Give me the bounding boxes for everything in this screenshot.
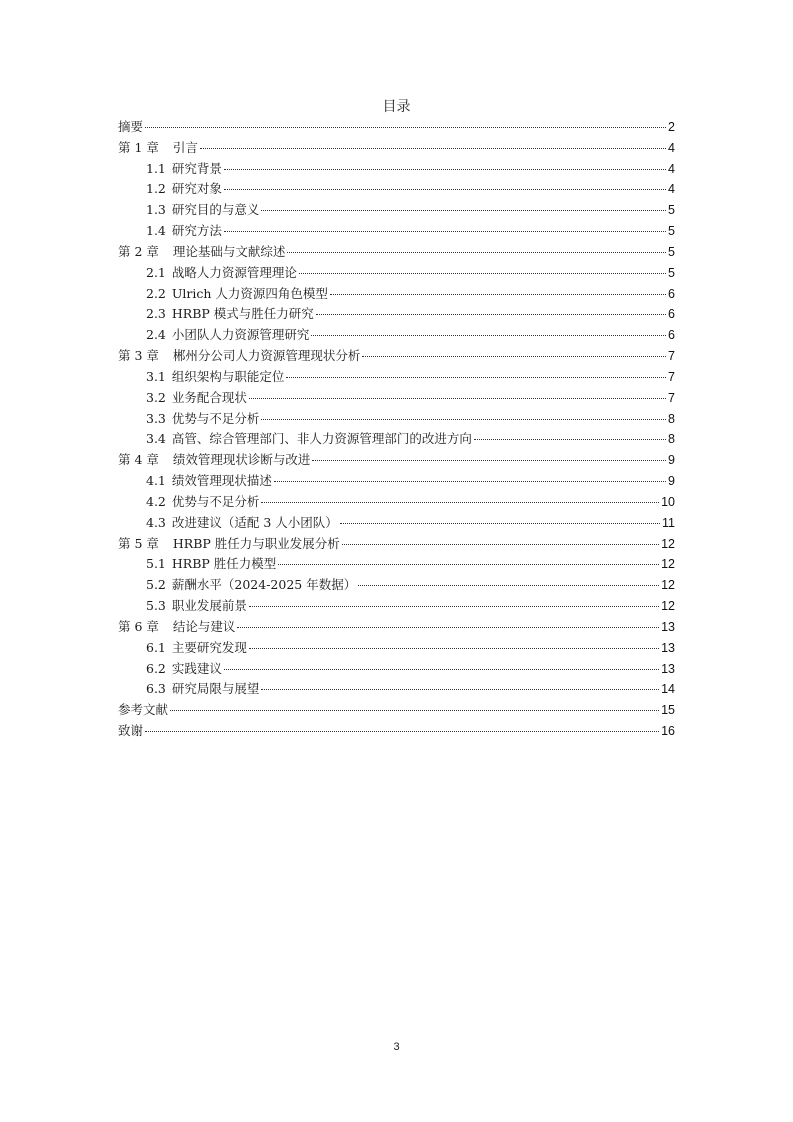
- toc-entry-text: HRBP 胜任力与职业发展分析: [172, 535, 340, 551]
- toc-title: 目录: [382, 99, 411, 115]
- dot-leader: [224, 231, 666, 232]
- toc-entry-page: 12: [661, 578, 675, 593]
- dot-leader: [330, 294, 666, 295]
- toc-entry-text: 绩效管理现状诊断与改进: [172, 452, 311, 468]
- dot-leader: [474, 439, 666, 440]
- toc-entry-text: 研究背景: [171, 160, 222, 176]
- toc-entry-text: 致谢: [118, 723, 144, 739]
- dot-leader: [200, 148, 666, 149]
- dot-leader: [261, 502, 659, 503]
- toc-entry[interactable]: [118, 554, 675, 575]
- toc-entry-text: 研究目的与意义: [171, 202, 260, 218]
- toc-entry-text: HRBP 模式与胜任力研究: [171, 306, 314, 322]
- toc-entry[interactable]: [118, 159, 675, 180]
- toc-entry-label: [118, 242, 285, 263]
- toc-entry-number: 4.1: [146, 473, 166, 489]
- toc-entry-text: 优势与不足分析: [171, 410, 260, 426]
- toc-entry-page: 7: [668, 390, 675, 405]
- toc-entry-label: [118, 534, 340, 555]
- table-of-contents: [118, 117, 675, 742]
- toc-entry-text: 高管、综合管理部门、非人力资源管理部门的改进方向: [171, 431, 472, 447]
- dot-leader: [261, 419, 666, 420]
- toc-entry[interactable]: [118, 138, 675, 159]
- toc-entry[interactable]: [118, 200, 675, 221]
- dot-leader: [224, 669, 659, 670]
- toc-entry-number: 6.1: [146, 639, 166, 655]
- toc-entry-page: 8: [668, 411, 675, 426]
- toc-entry-text: 摘要: [118, 119, 144, 134]
- toc-entry-label: [146, 513, 338, 534]
- toc-entry-label: [146, 596, 247, 617]
- dot-leader: [278, 564, 659, 565]
- toc-entry-text: 郴州分公司人力资源管理现状分析: [172, 348, 361, 364]
- toc-entry[interactable]: [118, 450, 675, 471]
- toc-entry-text: 研究方法: [171, 223, 222, 239]
- toc-entry[interactable]: [118, 659, 675, 680]
- toc-entry-label: [146, 325, 309, 346]
- toc-entry-label: [146, 638, 247, 659]
- dot-leader: [299, 273, 666, 274]
- toc-entry-label: [118, 138, 198, 159]
- toc-entry-text: 主要研究发现: [171, 639, 247, 655]
- toc-entry-number: 2.4: [146, 327, 166, 343]
- toc-entry[interactable]: [118, 325, 675, 346]
- toc-entry-label: [118, 700, 168, 721]
- toc-entry-page: 5: [668, 244, 675, 259]
- toc-entry-page: 2: [668, 120, 675, 134]
- toc-entry[interactable]: [118, 367, 675, 388]
- toc-entry-number: 第 2 章: [118, 243, 159, 259]
- toc-entry[interactable]: [118, 596, 675, 617]
- toc-entry[interactable]: [118, 575, 675, 596]
- dot-leader: [237, 627, 659, 628]
- dot-leader: [312, 460, 666, 461]
- toc-entry-page: 5: [668, 224, 675, 239]
- dot-leader: [287, 252, 666, 253]
- toc-entry-number: 1.3: [146, 202, 166, 218]
- toc-entry[interactable]: [118, 346, 675, 367]
- toc-entry[interactable]: [118, 700, 675, 721]
- toc-entry-page: 12: [661, 599, 675, 614]
- toc-entry-text: 理论基础与文献综述: [172, 243, 286, 259]
- toc-entry-number: 4.2: [146, 493, 166, 509]
- page-number: 3: [393, 1041, 400, 1053]
- toc-entry-page: 4: [668, 140, 675, 155]
- toc-entry-label: [146, 471, 272, 492]
- toc-entry[interactable]: [118, 409, 675, 430]
- toc-entry-text: 改进建议（适配 3 人小团队）: [171, 514, 338, 530]
- toc-entry-page: 12: [661, 557, 675, 572]
- dot-leader: [340, 523, 660, 524]
- toc-entry-page: 11: [662, 515, 675, 530]
- toc-entry-text: 战略人力资源管理理论: [171, 264, 297, 280]
- toc-entry-label: [118, 721, 143, 742]
- toc-entry-text: 实践建议: [171, 660, 222, 676]
- toc-entry-text: 小团队人力资源管理研究: [171, 327, 310, 343]
- toc-entry[interactable]: [118, 221, 675, 242]
- toc-entry[interactable]: [118, 513, 675, 534]
- toc-entry[interactable]: [118, 492, 675, 513]
- toc-entry[interactable]: [118, 117, 675, 138]
- dot-leader: [249, 398, 666, 399]
- dot-leader: [342, 544, 659, 545]
- toc-entry-page: 6: [668, 307, 675, 322]
- toc-entry-page: 4: [668, 182, 675, 197]
- toc-entry-page: 7: [668, 349, 675, 364]
- dot-leader: [145, 127, 666, 128]
- toc-entry-page: 13: [661, 640, 675, 655]
- toc-entry-label: [146, 659, 222, 680]
- toc-entry-label: [146, 304, 314, 325]
- toc-entry-number: 3.2: [146, 389, 166, 405]
- toc-entry-number: 第 4 章: [118, 452, 159, 468]
- toc-entry-label: [146, 159, 222, 180]
- toc-entry[interactable]: [118, 638, 675, 659]
- toc-entry-text: 研究对象: [171, 181, 222, 197]
- dot-leader: [274, 481, 666, 482]
- toc-entry-page: 4: [668, 161, 675, 176]
- toc-entry-label: [146, 575, 356, 596]
- dot-leader: [224, 169, 666, 170]
- dot-leader: [224, 189, 666, 190]
- dot-leader: [249, 648, 659, 649]
- toc-entry-label: [146, 200, 259, 221]
- toc-entry-number: 第 3 章: [118, 348, 159, 364]
- toc-entry-text: Ulrich 人力资源四角色模型: [171, 285, 328, 301]
- toc-entry-text: 薪酬水平（2024-2025 年数据）: [171, 577, 357, 593]
- toc-entry[interactable]: [118, 471, 675, 492]
- toc-entry-number: 2.3: [146, 306, 166, 322]
- toc-entry-text: 组织架构与职能定位: [171, 368, 285, 384]
- toc-entry-page: 5: [668, 203, 675, 218]
- toc-entry-number: 5.3: [146, 598, 166, 614]
- toc-entry-number: 5.2: [146, 577, 166, 593]
- toc-entry-page: 8: [668, 432, 675, 447]
- toc-entry-page: 15: [661, 703, 675, 718]
- toc-entry-page: 6: [668, 286, 675, 301]
- toc-entry-label: [146, 388, 247, 409]
- toc-entry-text: 职业发展前景: [171, 598, 247, 614]
- toc-entry-text: 参考文献: [118, 702, 169, 718]
- toc-entry-number: 6.3: [146, 681, 166, 697]
- toc-entry[interactable]: [118, 242, 675, 263]
- toc-entry-label: [118, 450, 310, 471]
- toc-entry-text: 业务配合现状: [171, 389, 247, 405]
- toc-entry-text: 引言: [172, 139, 198, 155]
- toc-entry-label: [146, 429, 472, 450]
- toc-entry-label: [146, 221, 222, 242]
- toc-entry[interactable]: [118, 263, 675, 284]
- toc-entry-text: HRBP 胜任力模型: [171, 556, 277, 572]
- toc-entry-number: 1.4: [146, 223, 166, 239]
- toc-entry[interactable]: [118, 304, 675, 325]
- toc-entry[interactable]: [118, 617, 675, 638]
- toc-entry-number: 1.2: [146, 181, 166, 197]
- toc-entry-page: 14: [661, 682, 675, 697]
- toc-entry-number: 第 1 章: [118, 139, 159, 155]
- dot-leader: [358, 585, 659, 586]
- toc-entry-number: 6.2: [146, 660, 166, 676]
- dot-leader: [145, 731, 659, 732]
- toc-entry-number: 3.3: [146, 410, 166, 426]
- toc-entry-label: [146, 179, 222, 200]
- toc-entry-number: 5.1: [146, 556, 166, 572]
- toc-entry-page: 12: [661, 536, 675, 551]
- toc-entry[interactable]: [118, 534, 675, 555]
- toc-entry-number: 2.2: [146, 285, 166, 301]
- toc-entry-page: 7: [668, 369, 675, 384]
- dot-leader: [170, 710, 659, 711]
- toc-entry-label: [146, 367, 284, 388]
- toc-entry-number: 3.1: [146, 368, 166, 384]
- toc-entry-number: 1.1: [146, 160, 166, 176]
- toc-entry-label: [146, 679, 259, 700]
- dot-leader: [261, 210, 666, 211]
- toc-entry[interactable]: [118, 679, 675, 700]
- toc-entry-number: 4.3: [146, 514, 166, 530]
- toc-entry[interactable]: [118, 179, 675, 200]
- toc-entry-page: 5: [668, 265, 675, 280]
- toc-entry[interactable]: [118, 721, 675, 742]
- dot-leader: [261, 689, 659, 690]
- toc-entry-page: 10: [661, 494, 675, 509]
- toc-entry-label: [146, 263, 297, 284]
- toc-entry-number: 第 5 章: [118, 535, 159, 551]
- toc-entry-number: 第 6 章: [118, 618, 159, 634]
- toc-entry-label: [146, 409, 259, 430]
- toc-entry-label: [118, 617, 235, 638]
- toc-entry-page: 9: [668, 453, 675, 468]
- toc-entry-number: 3.4: [146, 431, 166, 447]
- toc-entry-page: 13: [661, 661, 675, 676]
- toc-entry-label: [146, 492, 259, 513]
- dot-leader: [316, 314, 666, 315]
- dot-leader: [286, 377, 666, 378]
- toc-entry-page: 9: [668, 474, 675, 489]
- toc-entry-label: [118, 117, 143, 138]
- dot-leader: [362, 356, 666, 357]
- toc-entry-text: 研究局限与展望: [171, 681, 260, 697]
- toc-entry-page: 6: [668, 328, 675, 343]
- toc-entry-text: 结论与建议: [172, 618, 236, 634]
- toc-entry-label: [146, 284, 328, 305]
- dot-leader: [249, 606, 659, 607]
- toc-entry-text: 绩效管理现状描述: [171, 473, 272, 489]
- toc-entry[interactable]: [118, 388, 675, 409]
- toc-entry-label: [118, 346, 360, 367]
- dot-leader: [311, 335, 666, 336]
- toc-entry-page: 16: [661, 724, 675, 739]
- toc-entry[interactable]: [118, 284, 675, 305]
- toc-entry-page: 13: [661, 619, 675, 634]
- toc-entry-label: [146, 554, 276, 575]
- toc-entry[interactable]: [118, 429, 675, 450]
- toc-entry-text: 优势与不足分析: [171, 493, 260, 509]
- toc-entry-number: 2.1: [146, 264, 166, 280]
